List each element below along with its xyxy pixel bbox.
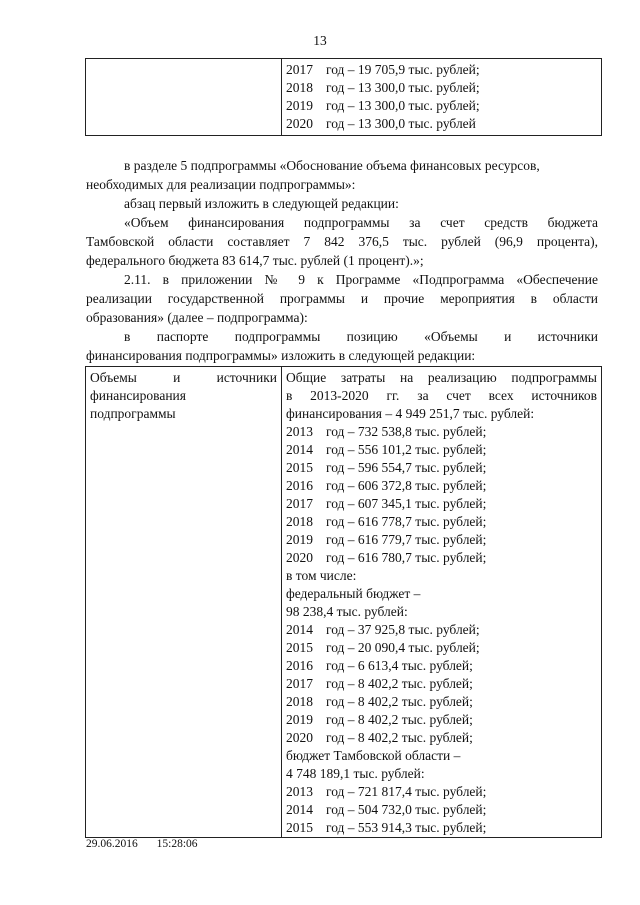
including-label: в том числе: [286,568,357,583]
year-line: 2019 год – 8 402,2 тыс. рублей; [286,712,473,727]
body-text [86,156,598,365]
table-row [86,367,602,838]
paragraph-line: необходимых для реализации подпрограммы»: [86,177,356,192]
intro-line: финансирования – 4 949 251,7 тыс. рублей: [286,406,535,421]
paragraph-line: «Объем финансирования подпрограммы за счет средств бюджета [124,215,598,230]
top-table-right-cell [282,59,602,136]
paragraph-line: 2.11. в приложении № 9 к Программе «Подпрограмма «Обеспечение [124,272,598,287]
intro-line: в 2013-2020 гг. за счет всех источников [286,388,597,403]
label-line: подпрограммы [90,406,176,421]
table-row [86,59,602,136]
paragraph-line: в паспорте подпрограммы позицию «Объемы и источники [124,329,598,344]
footer-date: 29.06.2016 [86,838,138,850]
intro-line: Общие затраты на реализацию подпрограммы [286,370,597,385]
year-line: 2016 год – 606 372,8 тыс. рублей; [286,478,487,493]
paragraph-line: в разделе 5 подпрограммы «Обоснование объема финансовых ресурсов, [124,158,540,173]
financing-table [85,366,602,838]
year-line: 2016 год – 6 613,4 тыс. рублей; [286,658,473,673]
financing-value-cell [282,367,602,838]
regional-budget-total: 4 748 189,1 тыс. рублей: [286,766,425,781]
year-line: 2018 год – 616 778,7 тыс. рублей; [286,514,487,529]
year-line: 2018 год – 8 402,2 тыс. рублей; [286,694,473,709]
paragraph-line: финансирования подпрограммы» изложить в следующей редакции: [86,348,476,363]
year-line: 2020 год – 616 780,7 тыс. рублей; [286,550,487,565]
year-line: 2013 год – 721 817,4 тыс. рублей; [286,784,487,799]
year-line: 2018 год – 13 300,0 тыс. рублей; [286,80,480,95]
year-line: 2014 год – 556 101,2 тыс. рублей; [286,442,487,457]
year-line: 2015 год – 20 090,4 тыс. рублей; [286,640,480,655]
year-line: 2019 год – 616 779,7 тыс. рублей; [286,532,487,547]
paragraph-line: Тамбовской области составляет 7 842 376,5 тыс. рублей (96,9 процента), [86,234,598,249]
year-line: 2020 год – 8 402,2 тыс. рублей; [286,730,473,745]
regional-budget-label: бюджет Тамбовской области – [286,748,461,763]
paragraph-line: реализации государственной программы и прочие мероприятия в области [86,291,598,306]
year-line: 2014 год – 37 925,8 тыс. рублей; [286,622,480,637]
label-line: финансирования [90,388,186,403]
paragraph-line: абзац первый изложить в следующей редакции: [124,196,399,211]
label-line: Объемы и источники [90,370,277,385]
year-line: 2013 год – 732 538,8 тыс. рублей; [286,424,487,439]
year-line: 2015 год – 596 554,7 тыс. рублей; [286,460,487,475]
year-line: 2015 год – 553 914,3 тыс. рублей; [286,820,487,835]
footer-time: 15:28:06 [156,838,198,850]
top-table [85,58,602,136]
financing-label-cell [86,367,282,838]
federal-budget-total: 98 238,4 тыс. рублей: [286,604,408,619]
year-line: 2020 год – 13 300,0 тыс. рублей [286,116,476,131]
page-number: 13 [313,33,327,48]
footer-timestamp [86,838,214,850]
paragraph-line: федерального бюджета 83 614,7 тыс. рублей (1 процент).»; [86,253,424,268]
year-line: 2017 год – 607 345,1 тыс. рублей; [286,496,487,511]
year-line: 2017 год – 19 705,9 тыс. рублей; [286,62,480,77]
top-table-left-cell [86,59,282,136]
year-line: 2014 год – 504 732,0 тыс. рублей; [286,802,487,817]
paragraph-line: образования» (далее – подпрограмма): [86,310,308,325]
year-line: 2019 год – 13 300,0 тыс. рублей; [286,98,480,113]
federal-budget-label: федеральный бюджет – [286,586,421,601]
year-line: 2017 год – 8 402,2 тыс. рублей; [286,676,473,691]
